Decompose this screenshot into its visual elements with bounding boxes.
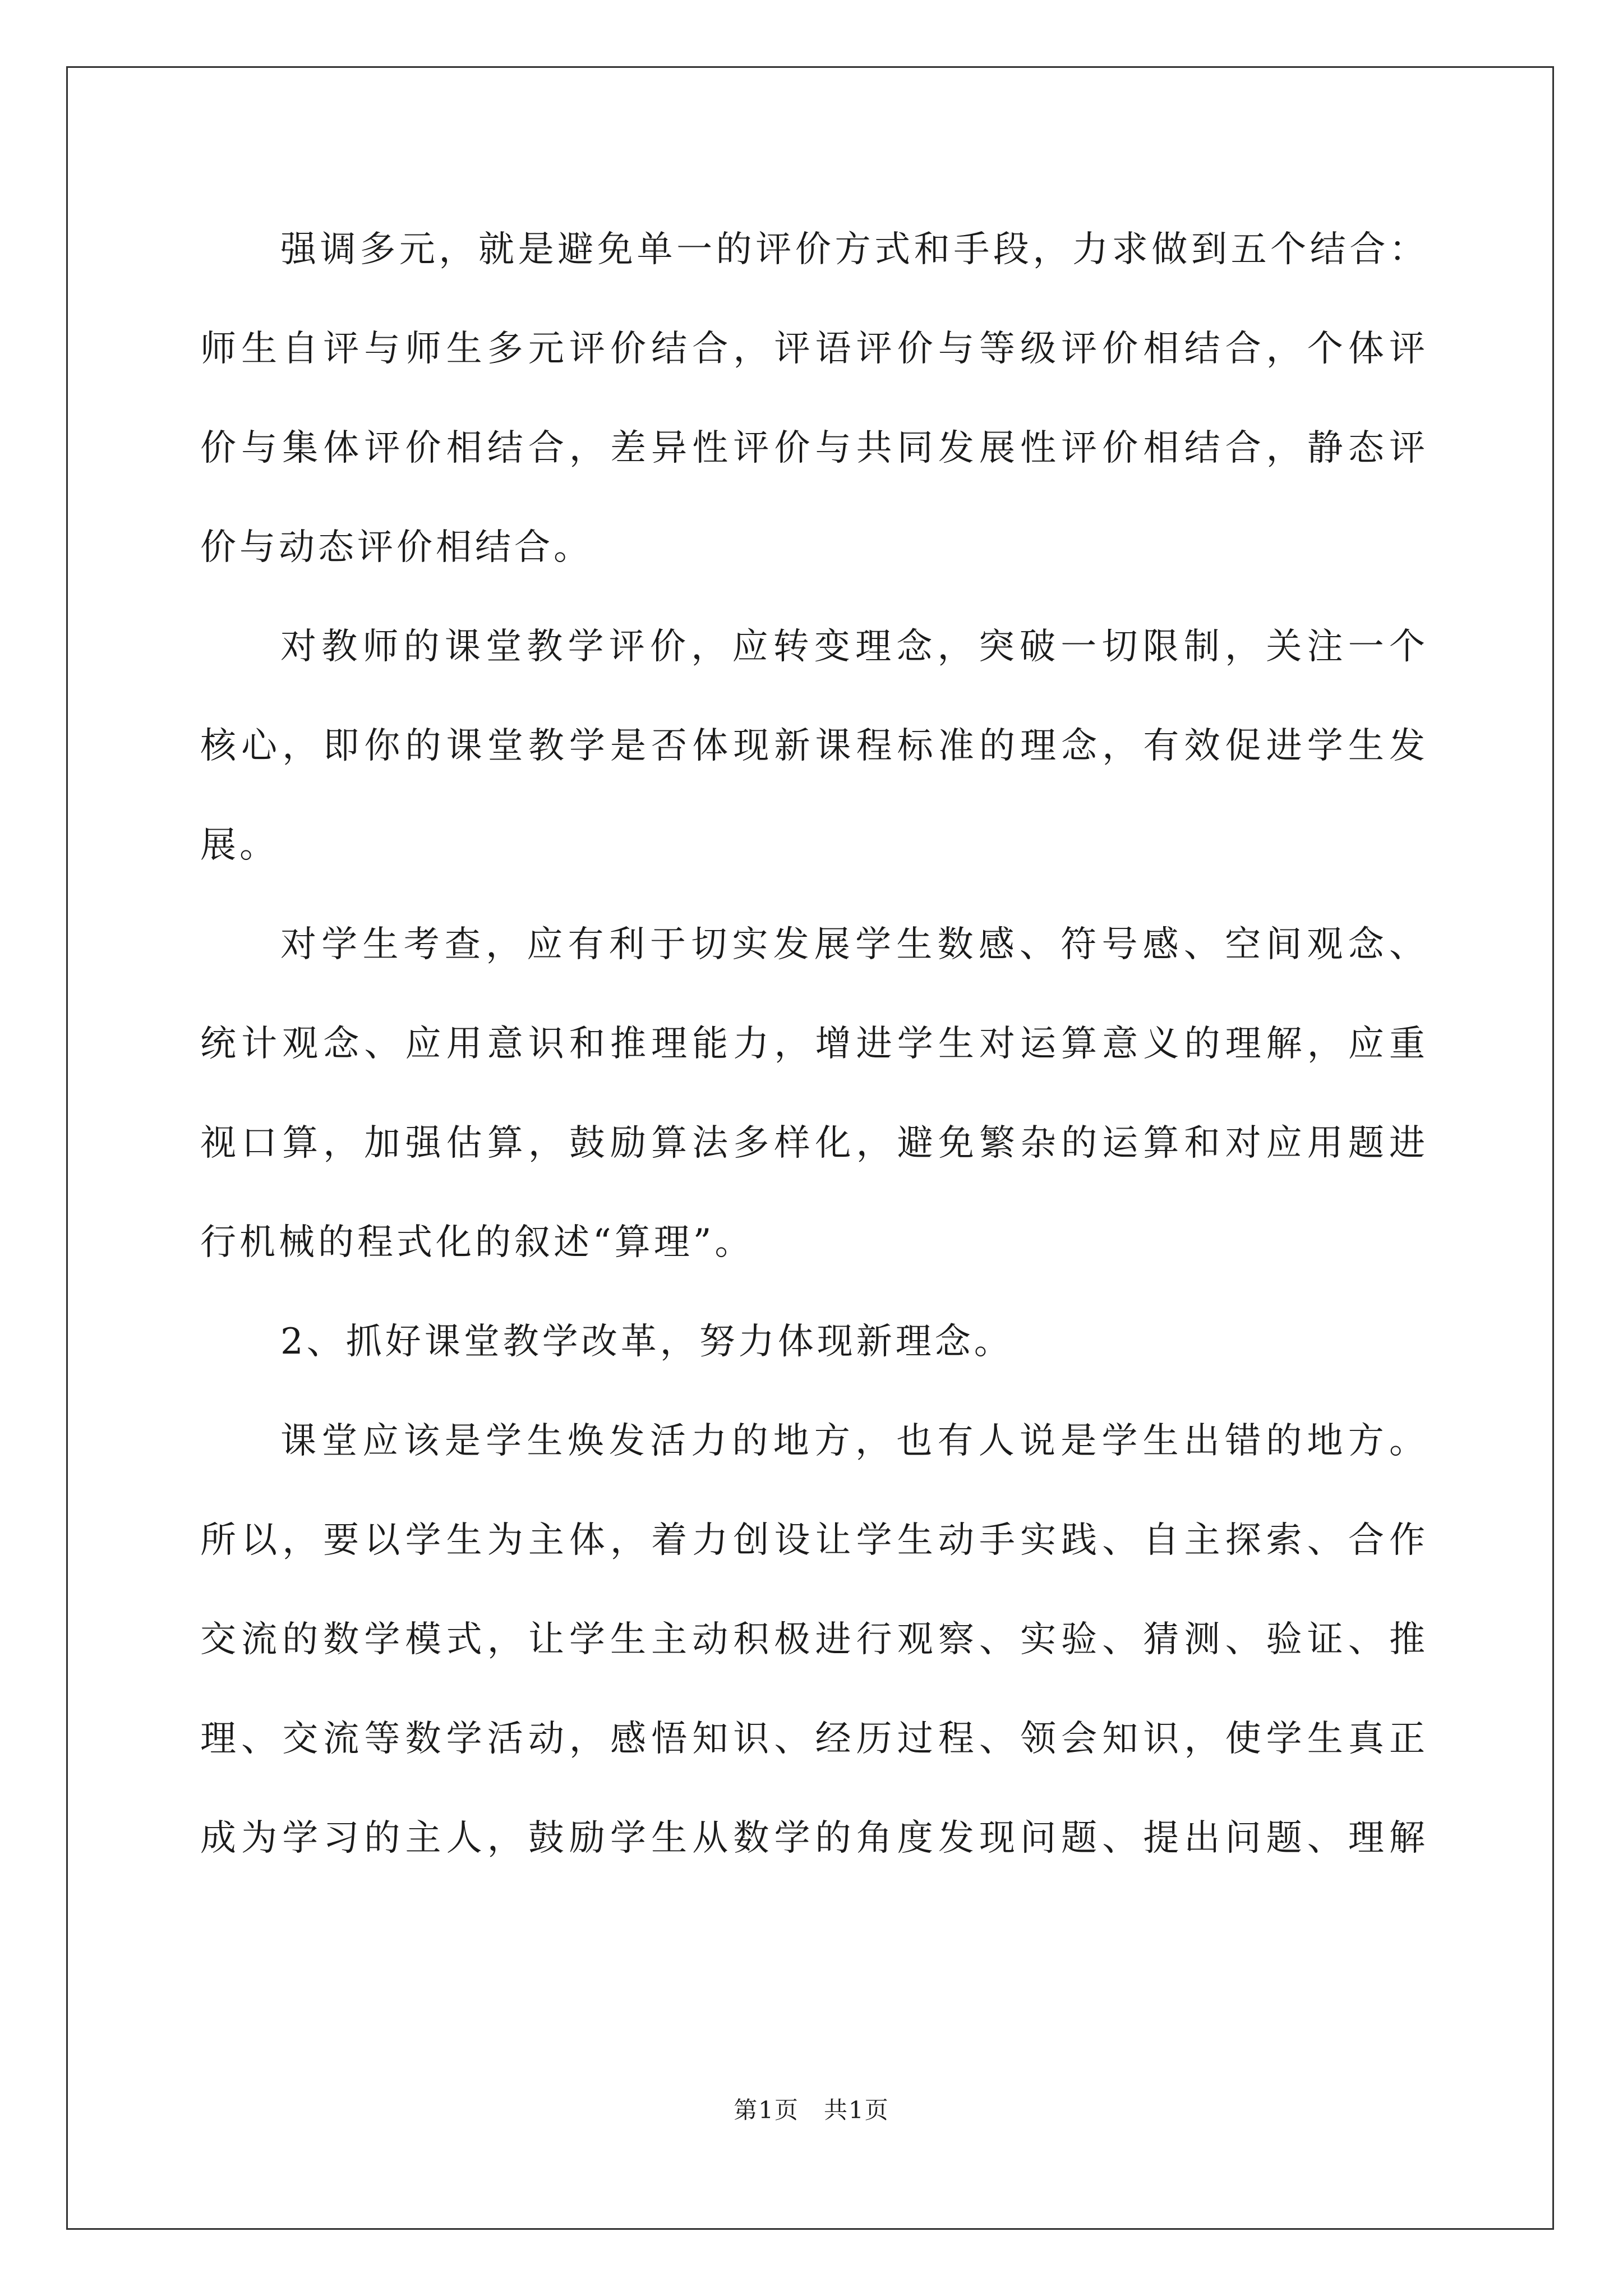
section-heading: 2、抓好课堂教学改革，努力体现新理念。 bbox=[280, 1321, 1013, 1363]
text-line: 课堂应该是学生焕发活力的地方，也有人说是学生出错的地方。 bbox=[280, 1420, 1425, 1462]
text-line: 展。 bbox=[200, 825, 279, 866]
text-line: 成为学习的主人，鼓励学生从数学的角度发现问题、提出问题、理解 bbox=[200, 1818, 1425, 1859]
text-line: 对学生考查，应有利于切实发展学生数感、符号感、空间观念、 bbox=[280, 924, 1425, 965]
text-line: 对教师的课堂教学评价，应转变理念，突破一切限制，关注一个 bbox=[280, 626, 1425, 668]
text-line: 师生自评与师生多元评价结合，评语评价与等级评价相结合，个体评 bbox=[200, 328, 1425, 370]
text-line: 价与动态评价相结合。 bbox=[200, 527, 593, 568]
text-line: 价与集体评价相结合，差异性评价与共同发展性评价相结合，静态评 bbox=[200, 427, 1425, 469]
text-line: 交流的数学模式，让学生主动积极进行观察、实验、猜测、验证、推 bbox=[200, 1619, 1425, 1660]
text-line: 强调多元，就是避免单一的评价方式和手段，力求做到五个结合： bbox=[280, 229, 1425, 270]
text-line: 理、交流等数学活动，感悟知识、经历过程、领会知识，使学生真正 bbox=[200, 1718, 1425, 1760]
page-number: 第1页 共1页 bbox=[734, 2096, 889, 2124]
text-line: 所以，要以学生为主体，着力创设让学生动手实践、自主探索、合作 bbox=[200, 1520, 1425, 1561]
text-line: 统计观念、应用意识和推理能力，增进学生对运算意义的理解，应重 bbox=[200, 1023, 1425, 1065]
text-line: 行机械的程式化的叙述“算理”。 bbox=[200, 1222, 754, 1263]
text-line: 视口算，加强估算，鼓励算法多样化，避免繁杂的运算和对应用题进 bbox=[200, 1122, 1425, 1164]
text-line: 核心，即你的课堂教学是否体现新课程标准的理念，有效促进学生发 bbox=[200, 725, 1425, 767]
